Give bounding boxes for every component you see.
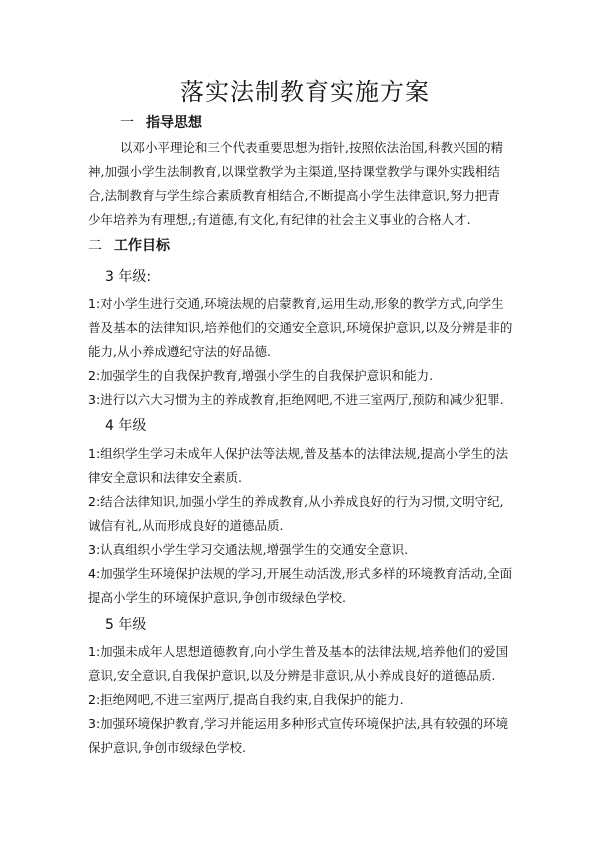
list-item: 3:加强环境保护教育,学习并能运用多种形式宣传环境保护法,具有较强的环境保护意识,争创市级绿色学校. (88, 716, 509, 755)
grade-3-heading: 3 年级: (105, 269, 152, 285)
list-item: 1:组织学生学习未成年人保护法等法规,普及基本的法律法规,提高小学生的法律安全意识和法律安全素质. (88, 446, 509, 485)
grade-5-heading: 5 年级 (105, 617, 147, 633)
list-item: 4:加强学生环境保护法规的学习,开展生动活泼,形式多样的环境教育活动,全面提高小学生的环境保护意识,争创市级绿色学校. (88, 566, 513, 605)
list-item: 2:拒绝网吧,不进三室两厅,提高自我约束,自我保护的能力. (88, 692, 404, 707)
document-title: 落实法制教育实施方案 (180, 78, 430, 106)
section-title: 工作目标 (114, 238, 170, 254)
section-number: 一 (120, 115, 134, 131)
list-item: 1:加强未成年人思想道德教育,向小学生普及基本的法律法规,培养他们的爱国意识,安全意识,自我保护意识,以及分辨是非意识,从小养成良好的道德品质. (88, 644, 509, 683)
list-item: 3:认真组织小学生学习交通法规,增强学生的交通安全意识. (88, 542, 409, 557)
section-heading-work-goals (88, 235, 170, 255)
list-item: 3:进行以六大习惯为主的养成教育,拒绝网吧,不进三室两厅,预防和减少犯罪. (88, 392, 504, 407)
grade-4-heading: 4 年级 (105, 418, 147, 434)
section-number: 二 (88, 238, 102, 254)
list-item: 2:加强学生的自我保护教育,增强小学生的自我保护意识和能力. (88, 368, 434, 383)
list-item: 1:对小学生进行交通,环境法规的启蒙教育,运用生动,形象的教学方式,向学生普及基本的法律知识,培养他们的交通安全意识,环境保护意识,以及分辨是非的能力,从小养成遵纪守法的好品德. (88, 296, 513, 359)
guiding-ideology-paragraph: 以邓小平理论和三个代表重要思想为指针,按照依法治国,科教兴国的精神,加强小学生法制教育,以课堂教学为主渠道,坚持课堂教学与课外实践相结合,法制教育与学生综合素质教育相结合,不断提高小学生法律意识,努力把青少年培养为有理想,;有道德,有文化,有纪律的社会主义事业的合格人才. (88, 140, 503, 227)
section-title: 指导思想 (146, 115, 202, 131)
list-item: 2:结合法律知识,加强小学生的养成教育,从小养成良好的行为习惯,文明守纪,诚信有礼,从而形成良好的道德品质. (88, 494, 504, 533)
section-heading-guiding-ideology (120, 112, 202, 132)
